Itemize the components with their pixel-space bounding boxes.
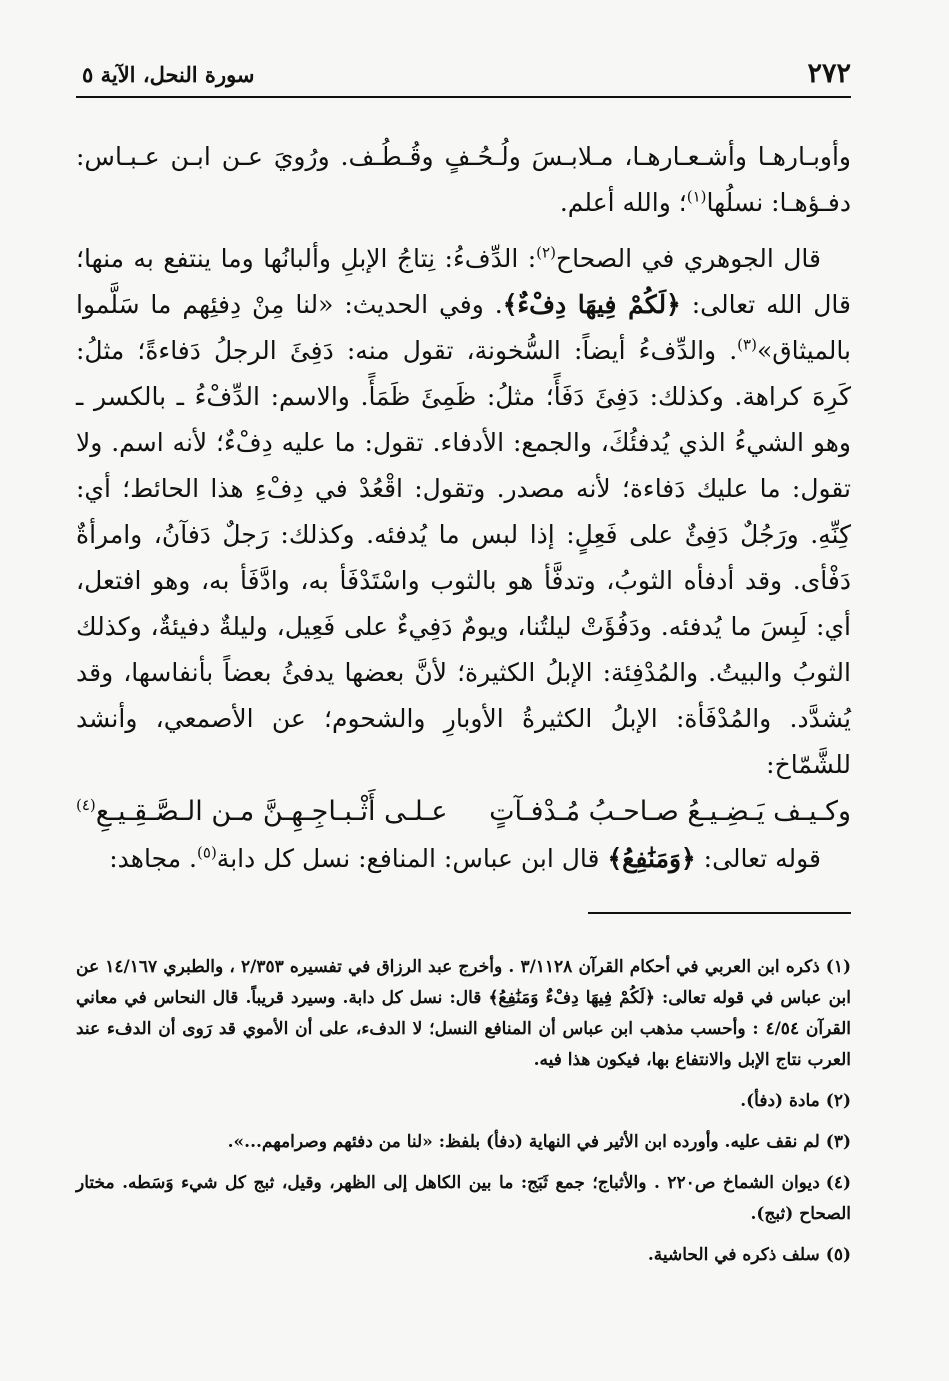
footnote-number: (٤): [825, 1173, 852, 1193]
footnote-ref-3: (٣): [737, 335, 757, 354]
footnote-ref-2: (٢): [536, 243, 556, 262]
paragraph-3-a: قوله تعالى:: [695, 844, 821, 873]
footnote-number: (٣): [825, 1132, 851, 1152]
footnote-quran: ﴿لَكُمْ فِيهَا دِفْءٌ وَمَنَٰفِعُ﴾: [488, 988, 655, 1008]
main-text: [76, 134, 851, 882]
verse-hemistich-2: عـلـى أَثْـبـاجِـهِـنَّ مـن الـصَّـقِـيـعِ: [95, 796, 448, 827]
footnote-ref-1: (١): [686, 187, 707, 206]
footnote-number: (٥): [825, 1245, 851, 1265]
paragraph-2-b: : الدِّفءُ: نِتاجُ الإبلِ وألبانُها وما ينتفع به منها؛ قال الله تعالى:: [76, 244, 851, 319]
paragraph-2-d: . والدِّفءُ أيضاً: السُّخونة، تقول منه: دَفِئَ الرجلُ دَفاءةً؛ مثلُ: كَرِهَ كراهة. وكذلك: دَفِئَ دَفَأً؛ مثلُ: ظَمِئَ ظَمَأً. والاسم: الدِّفْءُ ـ بالكسر ـ وهو الشيءُ الذي يُدفئُكَ، والجمع: الأدفاء. تقول: ما عليه دِفْءٌ؛ لأنه اسم. ولا تقول: ما عليك دَفاءة؛ لأنه مصدر. وتقول: اقْعُدْ في دِفْءِ هذا الحائط؛ أي: كِنِّهِ. ورَجُلٌ دَفِئٌ على فَعِلٍ: إذا لبس ما يُدفئه. وكذلك: رَجلٌ دَفآنُ، وامرأةٌ دَفْأى. وقد أدفأه الثوبُ، وتدفَّأ هو بالثوب واسْتَدْفَأ به، وادَّفَأ به، وهو افتعل، أي: لَبِسَ ما يُدفئه. ودَفُؤَتْ ليلتُنا، ويومٌ دَفِيءٌ على فَعِيل، وليلةٌ دفيئةٌ، وكذلك الثوبُ والبيتُ. والمُدْفِئة: الإبلُ الكثيرة؛ لأنَّ بعضها يدفئُ بعضاً بأنفاسها، وقد يُشدَّد. والمُدْفَأة: الإبلُ الكثيرةُ الأوبارِ والشحوم؛ عن الأصمعي، وأنشد للشَّمّاخ:: [76, 336, 851, 779]
footnote-4: [76, 1168, 851, 1230]
footnote-text: ذكره ابن العربي في أحكام القرآن ٣/١١٢٨ . وأخرج عبد الرزاق في تفسيره ٢/٣٥٣ ، والطبري ١٤/١٦٧ عن ابن عباس في قوله تعالى:: [76, 957, 851, 1008]
footnote-text: لم نقف عليه. وأورده ابن الأثير في النهاية (دفأ) بلفظ: «لنا من دفئهم وصرامهم...».: [227, 1132, 820, 1152]
footnote-text: مادة (دفأ).: [740, 1091, 820, 1111]
paragraph-1: [76, 134, 851, 226]
paragraph-3-b: قال ابن عباس: المنافع: نسل كل دابة: [216, 844, 608, 873]
paragraph-1-text: وأوبـارهـا وأشـعـارهـا، مـلابـسَ ولُـحُـفٍ وقُـطُـف. ورُويَ عـن ابـن عـبـاس: دفـؤهـا: نسلُها: [76, 142, 851, 217]
footnote-ref-4: (٤): [76, 796, 96, 814]
paragraph-2: [76, 236, 851, 788]
poetry-verse: [76, 788, 851, 836]
footnotes-divider: [588, 912, 851, 914]
page-header: [76, 56, 851, 96]
paragraph-2-a: قال الجوهري في الصحاح: [555, 244, 821, 273]
paragraph-3-c: . مجاهد:: [109, 844, 198, 873]
paragraph-3: [76, 836, 851, 882]
footnote-5: [76, 1240, 851, 1271]
footnote-3: [76, 1127, 851, 1158]
footnote-text: سلف ذكره في الحاشية.: [647, 1245, 820, 1265]
verse-hemistich-1: وكـيـف يَـضِـيـعُ صـاحـبُ مُـدْفـآتٍ: [489, 796, 851, 827]
quran-quote: ﴿وَمَنَٰفِعُ﴾: [607, 844, 696, 873]
header-divider: [76, 96, 851, 98]
quran-quote: ﴿لَكُمْ فِيهَا دِفْءٌ﴾: [502, 290, 681, 319]
paragraph-1-tail: ؛ والله أعلم.: [559, 188, 687, 217]
page-number: ٢٧٢: [807, 58, 851, 89]
footnote-number: (٢): [825, 1091, 851, 1111]
verse-hemistich-2-wrap: [76, 788, 448, 836]
running-title: سورة النحل، الآية ٥: [82, 62, 255, 87]
footnote-2: [76, 1086, 851, 1117]
footnote-number: (١): [825, 957, 852, 977]
footnote-ref-5: (٥): [197, 843, 217, 862]
footnote-1: [76, 952, 851, 1076]
footnote-text: ديوان الشماخ ص٢٢٠ . والأثباج؛ جمع ثَبَج: ما بين الكاهل إلى الظهر، وقيل، ثبج كل شيء وَسَطه. مختار الصحاح (ثبج).: [76, 1173, 851, 1224]
footnote-text-cont: قال: نسل كل دابة. وسيرد قريباً. قال النحاس في معاني القرآن ٤/٥٤ : وأحسب مذهب ابن عباس أن المنافع النسل؛ لا الدفء، على أن الأموي قد رَوى أن الدفء عند العرب نتاج الإبل والانتفاع بها، فيكون هذا فيه.: [76, 988, 851, 1070]
paragraph-2-c: . وفي الحديث: «لنا مِنْ دِفئِهم ما سَلَّموا بالميثاق»: [76, 290, 851, 365]
footnotes: [76, 952, 851, 1281]
